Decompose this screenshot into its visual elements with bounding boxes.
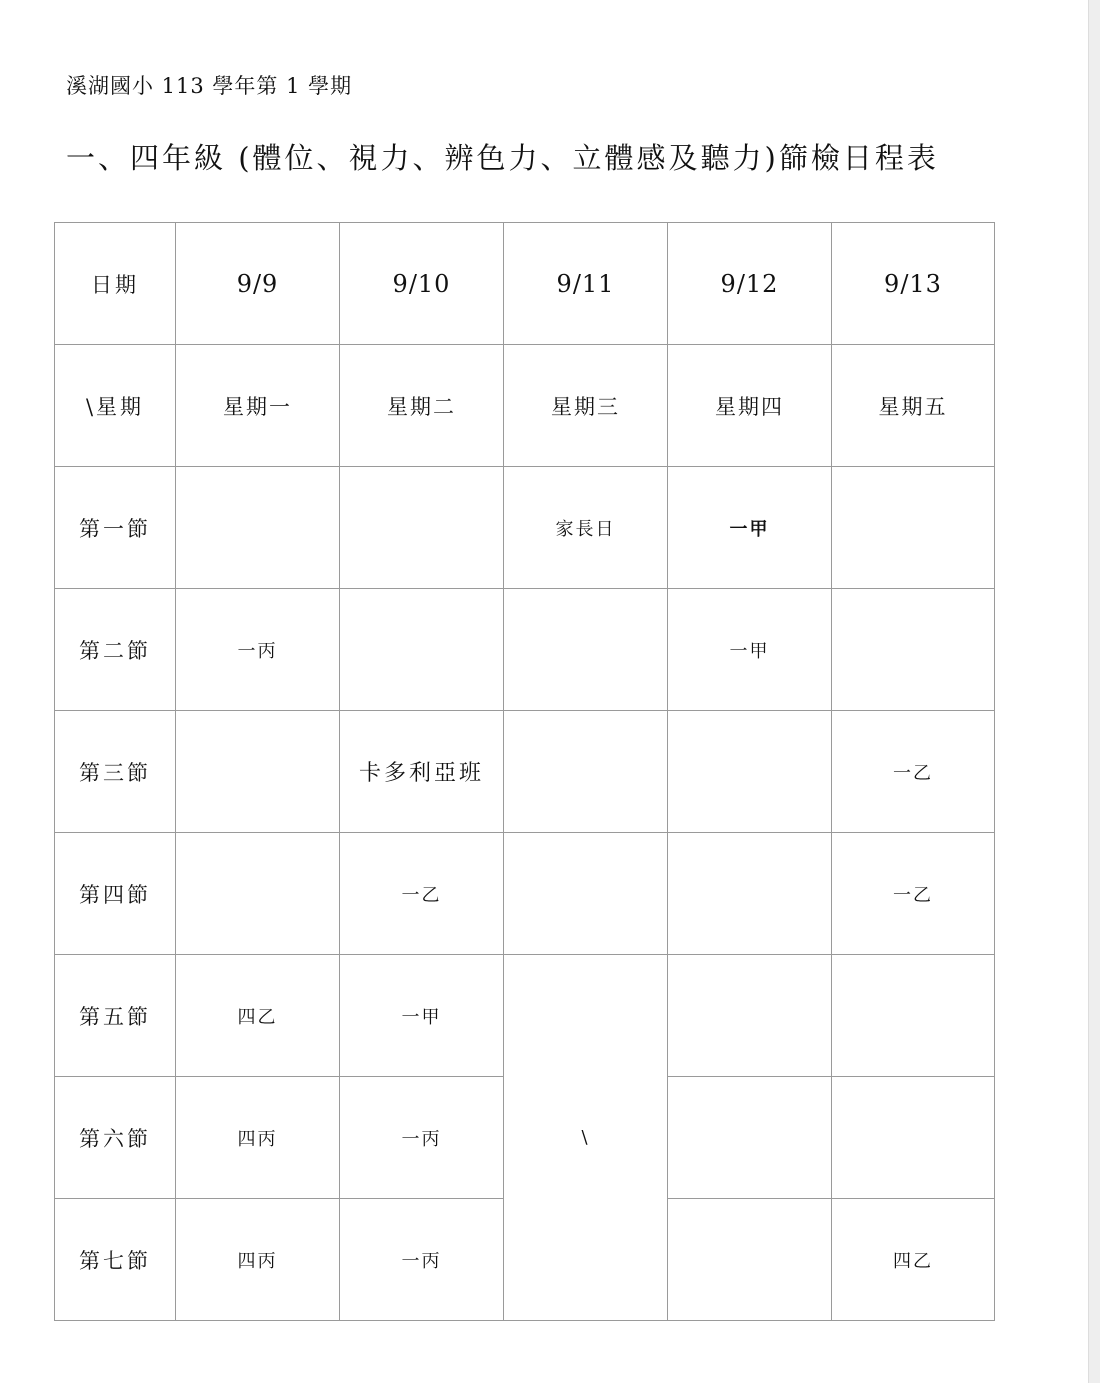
schedule-cell: 一丙 xyxy=(340,1199,504,1321)
schedule-cell: 一甲 xyxy=(668,467,832,589)
schedule-cell xyxy=(504,833,668,955)
period-label: 第七節 xyxy=(55,1199,176,1321)
weekday-cell: 星期二 xyxy=(340,345,504,467)
weekday-cell: 星期一 xyxy=(176,345,340,467)
merged-wednesday-cell: \ xyxy=(504,955,668,1321)
schedule-cell: 一乙 xyxy=(340,833,504,955)
date-cell: 9/13 xyxy=(832,223,995,345)
date-cell: 9/11 xyxy=(504,223,668,345)
period-label: 第六節 xyxy=(55,1077,176,1199)
page-scrollbar[interactable] xyxy=(1088,0,1100,1383)
schedule-cell: 卡多利亞班 xyxy=(340,711,504,833)
period-label: 第二節 xyxy=(55,589,176,711)
weekday-label-cell: \星期 xyxy=(55,345,176,467)
schedule-cell xyxy=(668,1077,832,1199)
schedule-cell: 一乙 xyxy=(832,711,995,833)
schedule-cell: 四乙 xyxy=(176,955,340,1077)
period-row-3 xyxy=(55,711,995,833)
period-row-1 xyxy=(55,467,995,589)
weekday-cell: 星期五 xyxy=(832,345,995,467)
schedule-cell xyxy=(176,711,340,833)
schedule-cell: 家長日 xyxy=(504,467,668,589)
period-row-2 xyxy=(55,589,995,711)
schedule-cell: 四乙 xyxy=(832,1199,995,1321)
schedule-cell xyxy=(668,711,832,833)
period-label: 第一節 xyxy=(55,467,176,589)
date-cell: 9/9 xyxy=(176,223,340,345)
schedule-cell: 一甲 xyxy=(340,955,504,1077)
schedule-title: 一、四年級 (體位、視力、辨色力、立體感及聽力)篩檢日程表 xyxy=(66,141,939,175)
period-label: 第五節 xyxy=(55,955,176,1077)
weekday-header-row xyxy=(55,345,995,467)
date-cell: 9/10 xyxy=(340,223,504,345)
period-row-5 xyxy=(55,955,995,1077)
screening-schedule-table xyxy=(54,222,995,1321)
schedule-cell xyxy=(176,833,340,955)
schedule-cell xyxy=(832,955,995,1077)
schedule-cell: 一丙 xyxy=(176,589,340,711)
schedule-cell: 一乙 xyxy=(832,833,995,955)
date-header-row xyxy=(55,223,995,345)
date-label-cell: 日期 xyxy=(55,223,176,345)
schedule-cell xyxy=(668,955,832,1077)
schedule-cell xyxy=(504,711,668,833)
period-label: 第四節 xyxy=(55,833,176,955)
schedule-cell: 四丙 xyxy=(176,1199,340,1321)
period-label: 第三節 xyxy=(55,711,176,833)
schedule-cell xyxy=(668,833,832,955)
schedule-cell xyxy=(504,589,668,711)
schedule-cell: 四丙 xyxy=(176,1077,340,1199)
period-row-4 xyxy=(55,833,995,955)
schedule-cell xyxy=(832,1077,995,1199)
schedule-cell xyxy=(340,467,504,589)
schedule-cell: 一丙 xyxy=(340,1077,504,1199)
weekday-cell: 星期四 xyxy=(668,345,832,467)
schedule-cell xyxy=(668,1199,832,1321)
school-term-line: 溪湖國小 113 學年第 1 學期 xyxy=(66,74,353,98)
schedule-cell xyxy=(176,467,340,589)
date-cell: 9/12 xyxy=(668,223,832,345)
weekday-cell: 星期三 xyxy=(504,345,668,467)
schedule-cell: 一甲 xyxy=(668,589,832,711)
schedule-cell xyxy=(832,467,995,589)
schedule-cell xyxy=(340,589,504,711)
schedule-cell xyxy=(832,589,995,711)
